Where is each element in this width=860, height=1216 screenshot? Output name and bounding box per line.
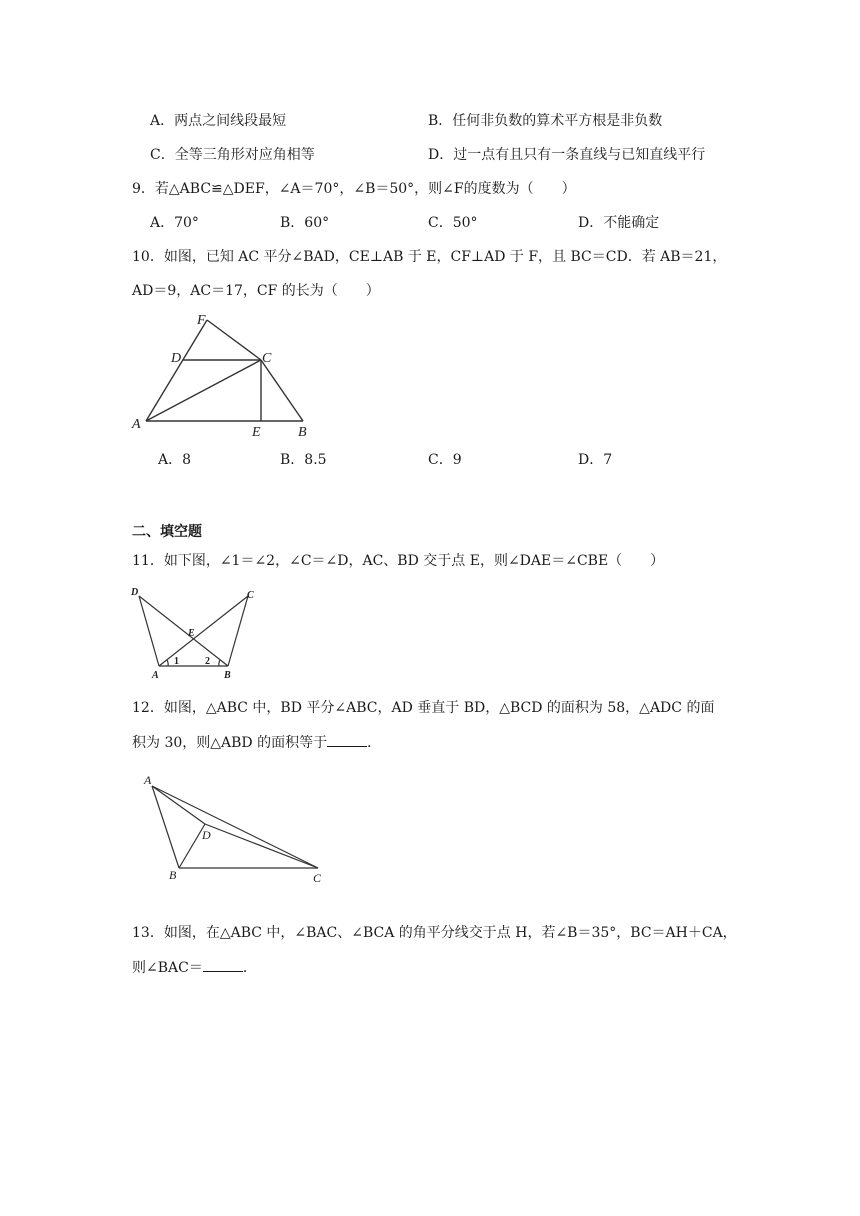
- q8-option-d: D．过一点有且只有一条直线与已知直线平行: [428, 147, 706, 163]
- label-c: C: [313, 871, 322, 885]
- q12-stem-line2: [132, 732, 381, 753]
- label-e: E: [252, 425, 261, 440]
- segment-bd: [139, 596, 228, 666]
- q9-option-d: D．不能确定: [578, 215, 660, 231]
- label-angle-1: 1: [174, 656, 179, 667]
- label-e: E: [188, 628, 195, 639]
- q8-option-c: C．全等三角形对应角相等: [150, 147, 315, 163]
- q12-stem-end: ．: [367, 735, 382, 751]
- q12-figure: [138, 772, 338, 888]
- segment-dc: [205, 824, 318, 868]
- q9-option-b: B．60°: [280, 215, 330, 231]
- q13-stem-text: 则∠BAC＝: [132, 960, 203, 976]
- segment-ad: [139, 596, 159, 666]
- q8-option-b: B．任何非负数的算术平方根是非负数: [428, 113, 663, 129]
- q13-stem-line1: 13．如图，在△ABC 中，∠BAC、∠BCA 的角平分线交于点 H，若∠B＝35°，BC＝AH＋CA，: [132, 925, 737, 941]
- section-title: 二、填空题: [132, 524, 202, 540]
- label-c: C: [262, 351, 272, 366]
- segment-bc: [228, 596, 248, 666]
- label-a: A: [152, 670, 159, 681]
- label-c: C: [247, 590, 254, 601]
- label-angle-2: 2: [205, 656, 210, 667]
- label-d: D: [171, 351, 182, 366]
- q8-option-a: A．两点之间线段最短: [150, 113, 287, 129]
- segment-ac: [159, 596, 248, 666]
- segment-fc: [207, 320, 261, 360]
- q10-figure: [128, 308, 328, 440]
- label-d: D: [131, 587, 139, 598]
- q9-stem: 9．若△ABC≌△DEF，∠A＝70°，∠B＝50°，则∠F的度数为（ ）: [132, 181, 576, 197]
- label-a: A: [144, 773, 152, 787]
- segment-af: [146, 320, 207, 421]
- q12-answer-blank[interactable]: [327, 732, 367, 747]
- label-a: A: [132, 417, 141, 432]
- q10-option-d: D．7: [578, 452, 613, 468]
- q10-option-b: B．8.5: [280, 452, 327, 468]
- q9-option-c: C．50°: [428, 215, 478, 231]
- q10-stem-line2: AD＝9，AC＝17，CF 的长为（ ）: [132, 283, 380, 299]
- segment-ab: [152, 786, 179, 868]
- q11-figure: [128, 584, 268, 682]
- q10-option-a: A．8: [158, 452, 192, 468]
- q11-stem: 11．如下图，∠1＝∠2，∠C＝∠D，AC、BD 交于点 E，则∠DAE＝∠CBE（ ）: [132, 553, 665, 569]
- q9-option-a: A．70°: [150, 215, 199, 231]
- q10-option-c: C．9: [428, 452, 462, 468]
- segment-ac: [152, 786, 318, 868]
- q12-stem-line1: 12．如图，△ABC 中，BD 平分∠ABC，AD 垂直于 BD，△BCD 的面积为 58，△ADC 的面: [132, 700, 715, 716]
- segment-cb: [261, 360, 303, 421]
- label-f: F: [197, 313, 206, 328]
- q13-stem-end: ．: [242, 960, 257, 976]
- label-b: B: [298, 425, 307, 440]
- angle-2-arc: [219, 660, 220, 666]
- segment-ad: [152, 786, 205, 824]
- q12-stem-text: 积为 30，则△ABD 的面积等于: [132, 735, 328, 751]
- label-b: B: [224, 670, 231, 681]
- q13-stem-line2: [132, 957, 257, 978]
- angle-1-arc: [167, 660, 168, 666]
- segment-ac: [146, 360, 261, 421]
- label-d: D: [202, 828, 211, 842]
- q13-answer-blank[interactable]: [203, 957, 243, 972]
- label-b: B: [169, 868, 177, 882]
- q10-stem-line1: 10．如图，已知 AC 平分∠BAD，CE⊥AB 于 E，CF⊥AD 于 F，且 BC＝CD．若 AB＝21，: [132, 249, 727, 265]
